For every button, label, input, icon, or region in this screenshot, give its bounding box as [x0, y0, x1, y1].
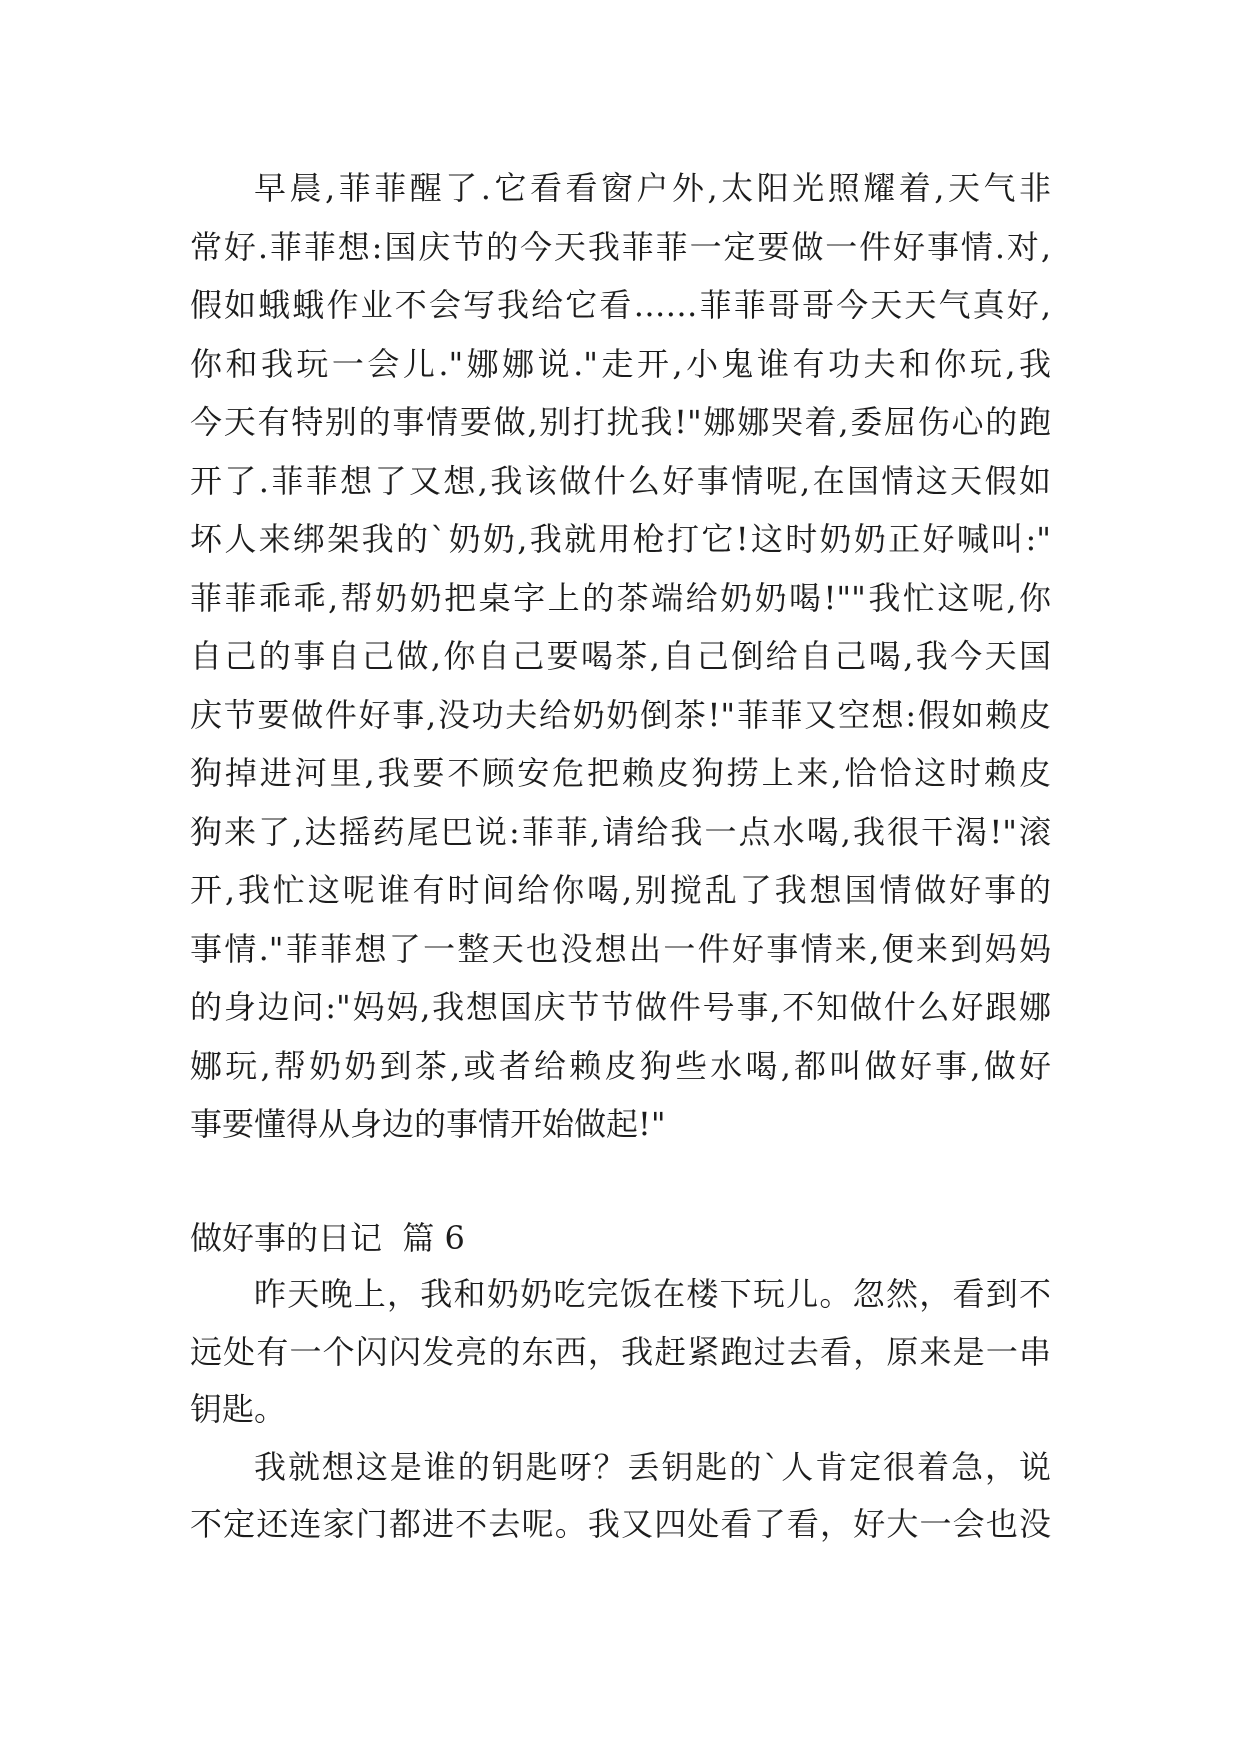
paragraph-line: 不定还连家门都进不去呢。我又四处看了看，好大一会也没 — [190, 1505, 1051, 1544]
story-line: 你和我玩一会儿."娜娜说."走开,小鬼谁有功夫和你玩,我 — [190, 344, 1051, 383]
story-line: 庆节要做件好事,没功夫给奶奶倒茶!"菲菲又空想:假如赖皮 — [190, 695, 1051, 734]
paragraph-line: 我就想这是谁的钥匙呀？丢钥匙的`人肯定很着急，说 — [254, 1447, 1051, 1486]
story-line: 事情."菲菲想了一整天也没想出一件好事情来,便来到妈妈 — [190, 929, 1051, 968]
story-line: 今天有特别的事情要做,别打扰我!"娜娜哭着,委屈伤心的跑 — [190, 403, 1051, 441]
story-line: 事要懂得从身边的事情开始做起!" — [190, 1105, 666, 1143]
paragraph-line: 昨天晚上，我和奶奶吃完饭在楼下玩儿。忽然，看到不 — [254, 1275, 1051, 1313]
story-line: 开了.菲菲想了又想,我该做什么好事情呢,在国情这天假如 — [190, 461, 1051, 500]
story-line: 狗来了,达摇药尾巴说:菲菲,请给我一点水喝,我很干渴!"滚 — [190, 812, 1051, 851]
paragraph-line: 钥匙。 — [190, 1390, 287, 1429]
story-line: 早晨,菲菲醒了.它看看窗户外,太阳光照耀着,天气非 — [254, 169, 1051, 207]
story-line: 常好.菲菲想:国庆节的今天我菲菲一定要做一件好事情.对, — [190, 227, 1051, 266]
story-paragraph — [190, 159, 1051, 1154]
story-line: 娜玩,帮奶奶到茶,或者给赖皮狗些水喝,都叫做好事,做好 — [190, 1046, 1051, 1085]
story-line: 菲菲乖乖,帮奶奶把桌字上的茶端给奶奶喝!""我忙这呢,你 — [190, 578, 1051, 617]
paragraph-line: 远处有一个闪闪发亮的东西，我赶紧跑过去看，原来是一串 — [190, 1332, 1051, 1371]
story-line: 自己的事自己做,你自己要喝茶,自己倒给自己喝,我今天国 — [190, 637, 1051, 675]
section-paragraph-2 — [190, 1439, 1051, 1554]
section-heading: 做好事的日记 篇 6 — [190, 1219, 465, 1257]
story-line: 狗掉进河里,我要不顾安危把赖皮狗捞上来,恰恰这时赖皮 — [190, 754, 1051, 792]
section-paragraph-1 — [190, 1266, 1051, 1439]
story-line: 开,我忙这呢谁有时间给你喝,别搅乱了我想国情做好事的 — [190, 871, 1051, 909]
story-line: 坏人来绑架我的`奶奶,我就用枪打它!这时奶奶正好喊叫:" — [190, 520, 1051, 558]
story-line: 的身边问:"妈妈,我想国庆节节做件号事,不知做什么好跟娜 — [190, 988, 1051, 1026]
section-body — [190, 1266, 1051, 1554]
story-line: 假如蛾蛾作业不会写我给它看……菲菲哥哥今天天气真好, — [190, 286, 1051, 324]
